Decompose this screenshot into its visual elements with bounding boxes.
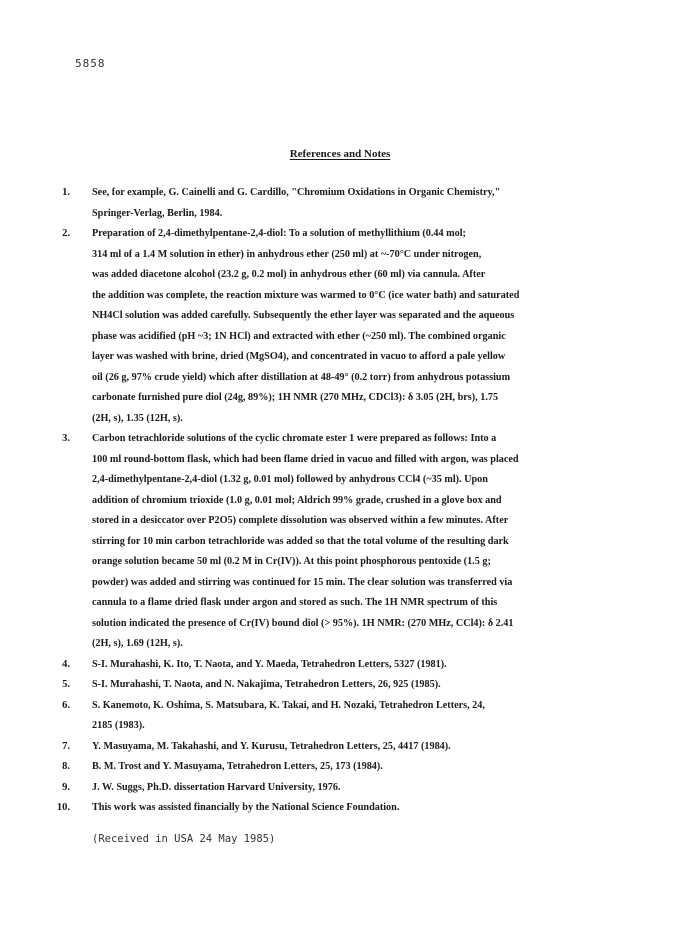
reference-text-line: (2H, s), 1.35 (12H, s). (92, 412, 183, 424)
reference-text-line: Preparation of 2,4-dimethylpentane-2,4-diol: To a solution of methyllithium (0.44 mol; (92, 228, 466, 239)
reference-text-line: NH4Cl solution was added carefully. Subsequently the ether layer was separated and the aqueous (92, 310, 515, 321)
reference-text-line: solution indicated the presence of Cr(IV) bound diol (> 95%). 1H NMR: (270 MHz, CCl4): δ 2.41 (92, 617, 514, 629)
reference-number: 8. (62, 761, 70, 772)
reference-text-line: Carbon tetrachloride solutions of the cyclic chromate ester 1 were prepared as follows: Into a (92, 433, 497, 444)
reference-text-line: 2185 (1983). (92, 720, 145, 731)
references-list (0, 183, 680, 819)
reference-item (0, 778, 680, 799)
reference-text-line: was added diacetone alcohol (23.2 g, 0.2 mol) in anhydrous ether (60 ml) via cannula. After (92, 269, 486, 280)
reference-text-line: J. W. Suggs, Ph.D. dissertation Harvard University, 1976. (92, 781, 341, 793)
reference-number: 3. (62, 433, 70, 444)
reference-text-line: layer was washed with brine, dried (MgSO4), and concentrated in vacuo to afford a pale yellow (92, 351, 506, 362)
reference-text-line: powder) was added and stirring was continued for 15 min. The clear solution was transferred via (92, 576, 513, 588)
reference-item (0, 696, 680, 737)
reference-number: 2. (62, 228, 70, 239)
reference-text-line: Y. Masuyama, M. Takahashi, and Y. Kurusu, Tetrahedron Letters, 25, 4417 (1984). (92, 740, 451, 752)
reference-number: 6. (62, 699, 70, 711)
reference-number: 4. (62, 658, 70, 670)
reference-text-line: the addition was complete, the reaction mixture was warmed to 0°C (ice water bath) and saturated (92, 289, 520, 301)
reference-item (0, 655, 680, 676)
reference-item (0, 183, 680, 224)
reference-text-line: See, for example, G. Cainelli and G. Cardillo, "Chromium Oxidations in Organic Chemistry," (92, 187, 501, 198)
reference-number: 9. (62, 781, 70, 793)
section-heading (0, 148, 680, 160)
reference-text-line: 2,4-dimethylpentane-2,4-diol (1.32 g, 0.01 mol) followed by anhydrous CCl4 (~35 ml). Upon (92, 474, 488, 485)
page-number: 5858 (75, 57, 106, 70)
reference-item (0, 224, 680, 429)
reference-number: 1. (62, 187, 70, 198)
reference-item (0, 737, 680, 758)
reference-text-line: Springer-Verlag, Berlin, 1984. (92, 207, 223, 219)
reference-text-line: oil (26 g, 97% crude yield) which after distillation at 48-49° (0.2 torr) from anhydrous potassium (92, 371, 511, 383)
reference-text-line: This work was assisted financially by the National Science Foundation. (92, 802, 400, 813)
reference-text-line: B. M. Trost and Y. Masuyama, Tetrahedron Letters, 25, 173 (1984). (92, 761, 383, 772)
reference-text-line: cannula to a flame dried flask under argon and stored as such. The 1H NMR spectrum of this (92, 597, 498, 608)
reference-number: 10. (56, 802, 70, 813)
reference-text-line: stored in a desiccator over P2O5) complete dissolution was observed within a few minutes. After (92, 515, 509, 526)
reference-text-line: orange solution became 50 ml (0.2 M in Cr(IV)). At this point phosphorous pentoxide (1.5 g; (92, 556, 491, 567)
reference-text-line: 314 ml of a 1.4 M solution in ether) in anhydrous ether (250 ml) at ~-70°C under nitrogen, (92, 248, 482, 260)
reference-text-line: S-I. Murahashi, K. Ito, T. Naota, and Y. Maeda, Tetrahedron Letters, 5327 (1981). (92, 658, 447, 670)
reference-item (0, 798, 680, 819)
reference-text-line: carbonate furnished pure diol (24g, 89%); 1H NMR (270 MHz, CDCl3): δ 3.05 (2H, brs), 1.75 (92, 392, 499, 403)
reference-text-line: stirring for 10 min carbon tetrachloride was added so that the total volume of the resulting dark (92, 535, 509, 547)
reference-text-line: (2H, s), 1.69 (12H, s). (92, 638, 183, 649)
reference-text-line: S-I. Murahashi, T. Naota, and N. Nakajima, Tetrahedron Letters, 26, 925 (1985). (92, 679, 441, 690)
reference-text-line: 100 ml round-bottom flask, which had been flame dried in vacuo and filled with argon, was placed (92, 453, 519, 465)
reference-text-line: addition of chromium trioxide (1.0 g, 0.01 mol; Aldrich 99% grade, crushed in a glove box and (92, 494, 502, 506)
reference-item (0, 429, 680, 655)
reference-item (0, 757, 680, 778)
reference-item (0, 675, 680, 696)
reference-text-line: S. Kanemoto, K. Oshima, S. Matsubara, K. Takai, and H. Nozaki, Tetrahedron Letters, 24, (92, 699, 485, 711)
section-heading-text: References and Notes (289, 148, 391, 160)
reference-text-line: phase was acidified (pH ~3; 1N HCl) and extracted with ether (~250 ml). The combined organic (92, 330, 506, 342)
reference-number: 5. (62, 679, 70, 690)
reference-number: 7. (62, 740, 70, 752)
received-date: (Received in USA 24 May 1985) (92, 833, 276, 845)
